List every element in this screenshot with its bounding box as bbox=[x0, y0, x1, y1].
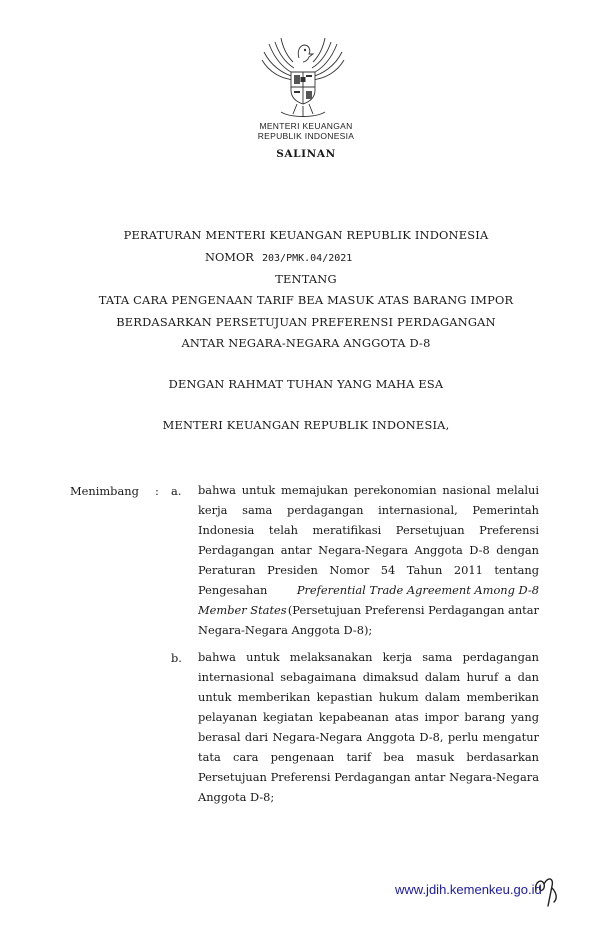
ministry-name-line2: REPUBLIK INDONESIA bbox=[257, 131, 355, 141]
nomor-label: NOMOR bbox=[205, 250, 254, 264]
nomor-value: 203/PMK.04/2021 bbox=[262, 253, 353, 264]
item-a-text bbox=[198, 480, 539, 640]
item-a-line6-pre: Pengesahan bbox=[198, 583, 268, 597]
item-a-line6-italic: Preferential Trade Agreement Among D-8 bbox=[296, 583, 539, 597]
item-b-line: pelayanan kegiatan kepabeanan atas impor barang yang bbox=[198, 710, 539, 724]
salinan-label: SALINAN bbox=[276, 148, 336, 160]
item-b-line: Anggota D-8; bbox=[198, 790, 275, 804]
item-b-letter: b. bbox=[171, 651, 182, 665]
item-a-line: Perdagangan antar Negara-Negara Anggota D-8 dengan bbox=[198, 543, 539, 557]
item-a-line: kerja sama perdagangan internasional, Pemerintah bbox=[198, 503, 539, 517]
ministry-name-line1: MENTERI KEUANGAN bbox=[259, 121, 353, 131]
item-b-line: bahwa untuk melaksanakan kerja sama perdagangan bbox=[198, 650, 539, 664]
item-a-line7-rest: (Persetujuan Preferensi Perdagangan antar bbox=[287, 603, 539, 617]
item-b-line: Persetujuan Preferensi Perdagangan antar Negara-Negara bbox=[198, 770, 539, 784]
divine-grace-line: DENGAN RAHMAT TUHAN YANG MAHA ESA bbox=[168, 377, 444, 391]
item-a-line: Peraturan Presiden Nomor 54 Tahun 2011 tentang bbox=[198, 563, 539, 577]
menimbang-colon: : bbox=[155, 484, 159, 498]
item-a-line bbox=[198, 600, 539, 620]
minister-line: MENTERI KEUANGAN REPUBLIK INDONESIA, bbox=[162, 418, 450, 432]
subject-line-2: BERDASARKAN PERSETUJUAN PREFERENSI PERDAGANGAN bbox=[116, 315, 496, 329]
tentang-label: TENTANG bbox=[275, 272, 337, 286]
item-a-line: Negara-Negara Anggota D-8); bbox=[198, 623, 373, 637]
item-a-letter: a. bbox=[171, 484, 182, 498]
item-a-line7-italic: Member States bbox=[198, 603, 287, 617]
menimbang-label: Menimbang bbox=[70, 484, 139, 498]
subject-line-1: TATA CARA PENGENAAN TARIF BEA MASUK ATAS BARANG IMPOR bbox=[98, 293, 514, 307]
garuda-emblem-icon bbox=[255, 32, 351, 120]
subject-line-3: ANTAR NEGARA-NEGARA ANGGOTA D-8 bbox=[181, 336, 431, 350]
jdih-url-link[interactable]: www.jdih.kemenkeu.go.id bbox=[395, 882, 542, 897]
item-b-line: internasional sebagaimana dimaksud dalam huruf a dan bbox=[198, 670, 539, 684]
initials-signature-icon bbox=[528, 872, 562, 912]
regulation-title: PERATURAN MENTERI KEUANGAN REPUBLIK INDONESIA bbox=[123, 228, 489, 242]
item-a-line: bahwa untuk memajukan perekonomian nasional melalui bbox=[198, 483, 539, 497]
item-b-line: tata cara pengenaan tarif bea masuk berdasarkan bbox=[198, 750, 539, 764]
item-a-line: Indonesia telah meratifikasi Persetujuan Preferensi bbox=[198, 523, 539, 537]
item-b-text bbox=[198, 647, 539, 807]
item-a-line bbox=[198, 580, 539, 600]
item-b-line: untuk memberikan kepastian hukum dalam memberikan bbox=[198, 690, 539, 704]
item-b-line: berasal dari Negara-Negara Anggota D-8, perlu mengatur bbox=[198, 730, 539, 744]
